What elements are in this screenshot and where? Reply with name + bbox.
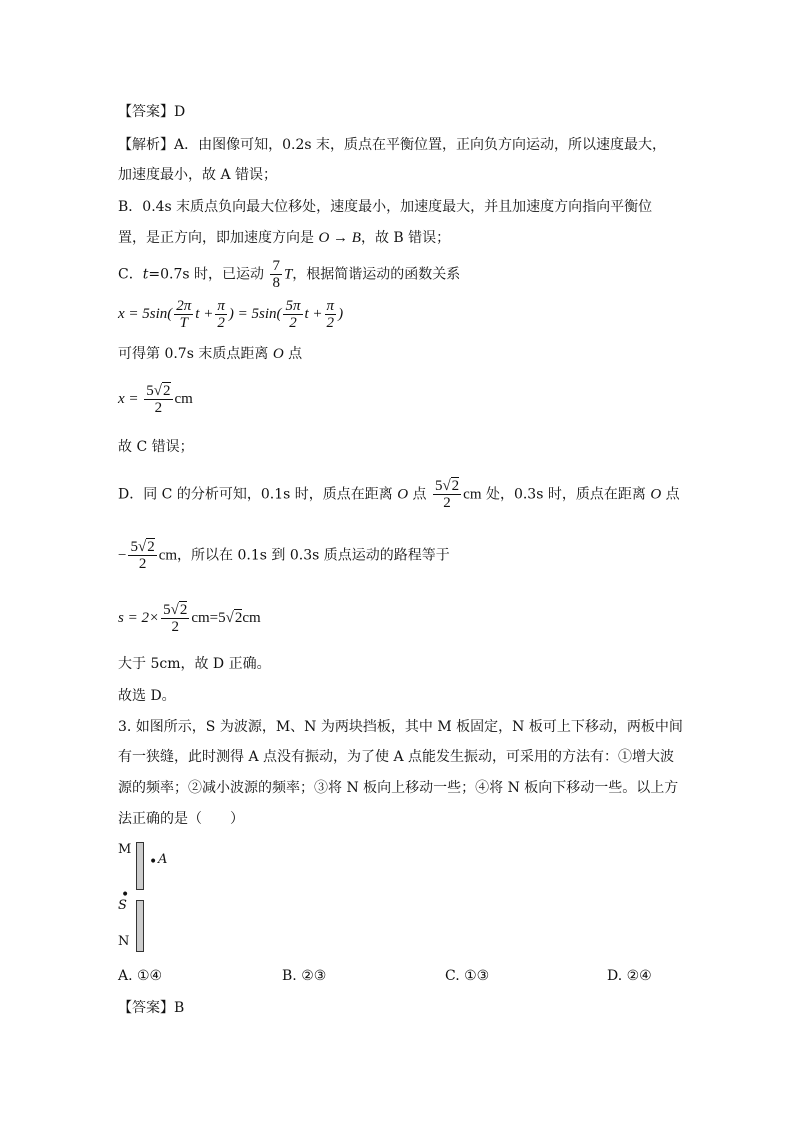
label-m: M xyxy=(118,842,132,857)
analysis-b-line1: B．0.4s 末质点负向最大位移处，速度最小，加速度最大，并且加速度方向指向平衡位 xyxy=(118,199,653,215)
analysis-d-conclusion: 大于 5cm，故 D 正确。 xyxy=(118,656,271,672)
equation-x-value: x = $\frac{5√2}{2}$ cm xyxy=(118,383,193,416)
equation-path-length: s = 2× $\frac{5√2}{2}$ cm=5√2cm xyxy=(118,602,261,635)
option-b: B. ②③ xyxy=(282,968,327,984)
label-s: S xyxy=(118,898,127,913)
analysis-d-line2: − $\frac{5√2}{2}$ cm，所以在 0.1s 到 0.3s 质点运动的路程等于 xyxy=(118,539,450,572)
analysis-a-line2: 加速度最小，故 A 错误； xyxy=(118,167,278,183)
q3-line1: 3. 如图所示，S 为波源，M、N 为两块挡板，其中 M 板固定，N 板可上下移动，两板中间 xyxy=(118,719,683,735)
point-a-dot: • xyxy=(149,854,158,870)
analysis-d-line1: D．同 C 的分析可知，0.1s 时，质点在距离 O 点 $\frac{5√2}{2}$ cm 处，0.3s 时，质点在距离 O 点 xyxy=(118,478,680,511)
vector-o-to-b: O → B xyxy=(318,230,361,246)
label-n: N xyxy=(118,934,130,949)
option-a: A. ①④ xyxy=(118,968,163,984)
final-choice: 故选 D。 xyxy=(118,688,176,704)
equation-displacement: x = 5sin( $\frac{2\pi}{T}$ t + $\frac{\pi}{2}$ ) = 5sin( $\frac{5\pi}{2}$ t + $\frac{\pi}{2}$ ) xyxy=(118,298,344,331)
analysis-label: 【解析】 xyxy=(118,137,174,153)
slit-diagram xyxy=(118,840,198,960)
q3-line3: 源的频率；②减小波源的频率；③将 N 板向上移动一些；④将 N 板向下移动一些。以上方 xyxy=(118,780,679,796)
option-d: D. ②④ xyxy=(607,968,652,984)
q3-line2: 有一狭缝，此时测得 A 点没有振动，为了使 A 点能发生振动，可采用的方法有：①增大波 xyxy=(118,749,675,765)
answer-label: 【答案】 xyxy=(118,104,174,120)
analysis-c-conclusion: 故 C 错误； xyxy=(118,439,194,455)
analysis-a-line1: 【解析】A．由图像可知，0.2s 末，质点在平衡位置，正向负方向运动，所以速度最大， xyxy=(118,137,667,153)
answer-line xyxy=(118,103,185,121)
label-a: A xyxy=(158,852,168,867)
option-c: C. ①③ xyxy=(445,968,490,984)
answer-value: D xyxy=(174,104,186,120)
analysis-c-line3: 可得第 0.7s 末质点距离 O 点 xyxy=(118,346,303,362)
answer2-line xyxy=(118,999,184,1017)
source-dot: • xyxy=(121,887,130,903)
plate-m xyxy=(136,842,144,890)
analysis-b-line2: 置，是正方向，即加速度方向是 O → B，故 B 错误； xyxy=(118,230,451,246)
answer2-value: B xyxy=(174,1000,185,1016)
answer2-label: 【答案】 xyxy=(118,1000,174,1016)
fraction-7-8: $\frac{7}{8}$ xyxy=(272,258,280,291)
q3-line4: 法正确的是（ ） xyxy=(118,811,244,827)
analysis-c-line1: C．t=0.7s 时，已运动 $\frac{7}{8}$ T，根据简谐运动的函数关系 xyxy=(118,258,461,291)
plate-n xyxy=(136,900,144,952)
